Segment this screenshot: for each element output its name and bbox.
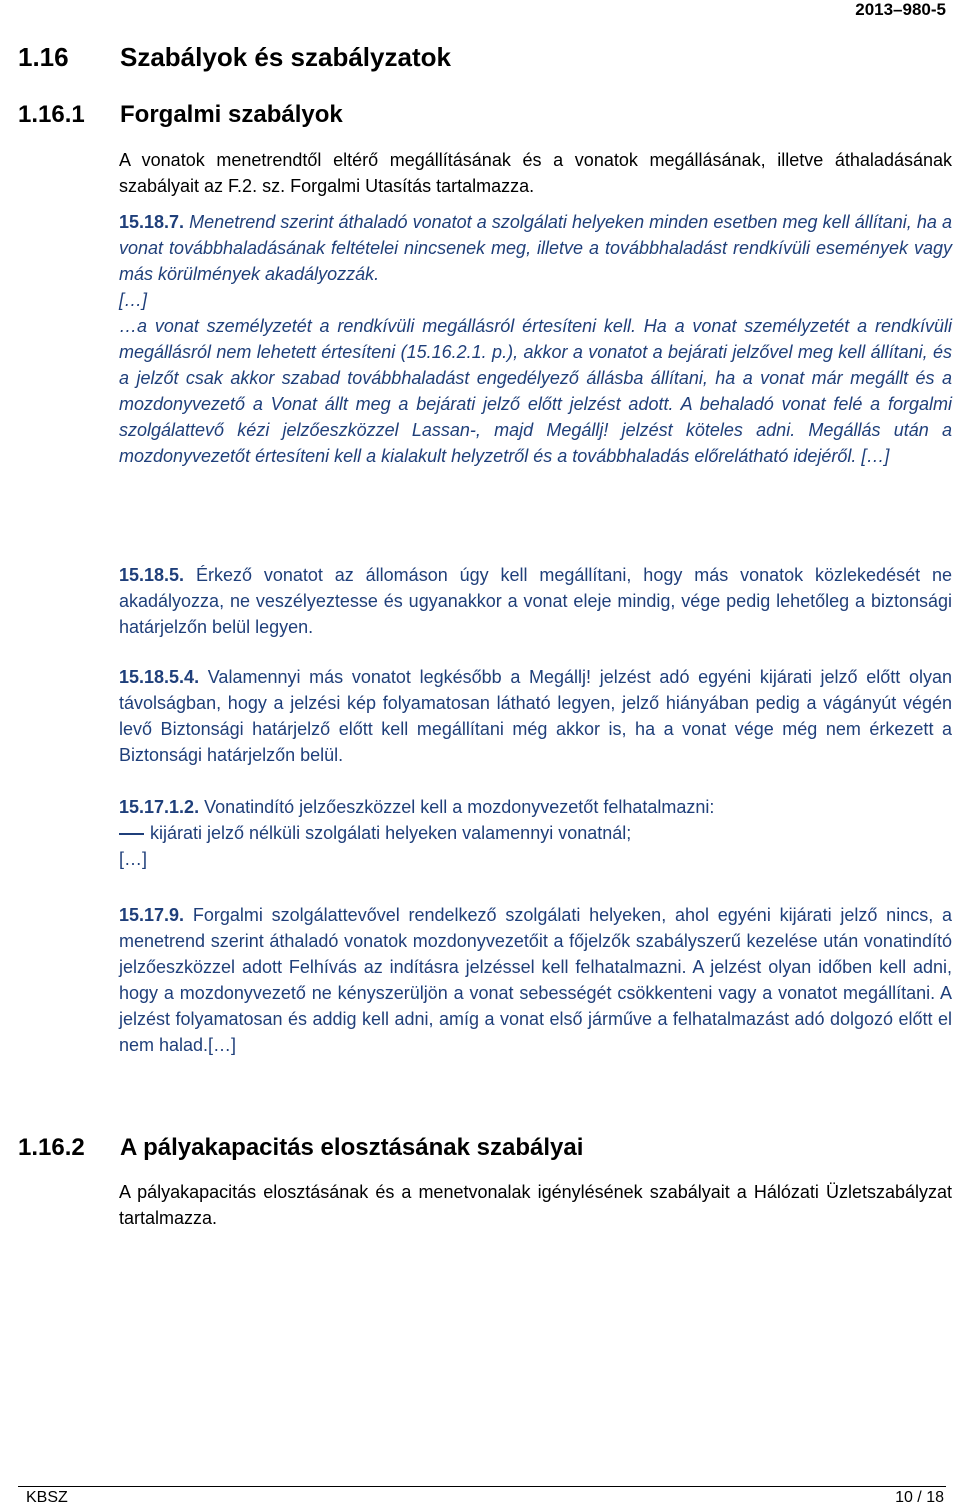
rule-15-17-1-2 (119, 794, 952, 872)
subsection-title-1: Forgalmi szabályok (120, 101, 343, 128)
ellipsis: […] (119, 849, 148, 869)
rule-text: Érkező vonatot az állomáson úgy kell megállítani, hogy más vonatok közlekedését ne akadályozza, ne veszélyeztesse és ugyanakkor a vonat eleje mindig, vége pedig lehetőleg a biztonsági határjelzőn belül legyen. (119, 565, 952, 637)
rule-text: Menetrend szerint áthaladó vonatot a szolgálati helyeken minden esetben meg kell állítani, ha a vonat továbbhaladásának feltételei nincsenek meg, illetve a továbbhaladást rendkívüli események vagy más körülmények akadályozzák. (119, 212, 952, 284)
ellipsis: […] (119, 290, 148, 310)
subsection-number-1: 1.16.1 (18, 101, 85, 128)
subsection-title-2: A pályakapacitás elosztásának szabályai (120, 1134, 584, 1161)
rule-text: Forgalmi szolgálattevővel rendelkező szolgálati helyeken, ahol egyéni kijárati jelző nincs, a menetrend szerint áthaladó vonatok mozdonyvezetőit a főjelzők szabályszerű kezelése után vonatindító jelzőeszközzel adott Felhívás az indításra jelzéssel kell felhatalmazni. A jelzést olyan időben kell adni, hogy a mozdonyvezető ne kényszerüljön a vonat sebességét csökkenteni vagy a vonatot megállítani. A jelzést folyamatosan és addig kell adni, amíg a vonat első járműve a felhatalmazást adó dolgozó előtt el nem halad.[…] (119, 905, 952, 1055)
subsection-number-2: 1.16.2 (18, 1134, 85, 1161)
subsection-heading-2 (18, 1134, 583, 1162)
document-id: 2013–980-5 (855, 0, 946, 19)
rule-text: Vonatindító jelzőeszközzel kell a mozdonyvezetőt felhatalmazni: (204, 797, 715, 817)
section-heading (18, 42, 451, 73)
subsection-heading-1 (18, 101, 343, 129)
rule-text: Valamennyi más vonatot legkésőbb a Megállj! jelzést adó egyéni kijárati jelző előtt olyan távolságban, hogy a jelzési kép folyamatosan látható legyen, jelző hiányában pedig a vágányút végén levő Biztonsági határjelző előtt kell megállítani még akkor is, ha a vonat vége még nem érkezett a Biztonsági határjelzőn belül. (119, 667, 952, 765)
dash-bullet-icon (119, 833, 144, 835)
footer-organization: KBSZ (26, 1489, 68, 1506)
rule-number: 15.17.9. (119, 905, 185, 925)
rule-number: 15.18.7. (119, 212, 185, 232)
rule-15-18-7 (119, 209, 952, 469)
rule-15-17-9 (119, 902, 952, 1058)
rule-number: 15.17.1.2. (119, 797, 200, 817)
capacity-paragraph: A pályakapacitás elosztásának és a menetvonalak igénylésének szabályait a Hálózati Üzletszabályzat tartalmazza. (119, 1182, 952, 1228)
rule-number: 15.18.5.4. (119, 667, 200, 687)
rule-number: 15.18.5. (119, 565, 185, 585)
page-number: 10 / 18 (895, 1489, 944, 1506)
rule-15-18-5-4 (119, 664, 952, 768)
footer-divider (18, 1486, 946, 1487)
section-title: Szabályok és szabályzatok (120, 42, 451, 72)
rule-15-18-5 (119, 562, 952, 640)
list-item: kijárati jelző nélküli szolgálati helyeken valamennyi vonatnál; (119, 820, 952, 846)
section-number: 1.16 (18, 42, 69, 72)
intro-paragraph: A vonatok menetrendtől eltérő megállításának és a vonatok megállásának, illetve áthaladásának szabályait az F.2. sz. Forgalmi Utasítás tartalmazza. (119, 150, 952, 196)
rule-continuation: …a vonat személyzetét a rendkívüli megállásról értesíteni kell. Ha a vonat személyzetét a rendkívüli megállásról nem lehetett értesíteni (15.16.2.1. p.), akkor a vonatot a bejárati jelzővel meg kell állítani, és a jelzőt csak akkor szabad továbbhaladást engedélyező állásba állítani, ha a vonat már megállt és a mozdonyvezető a Vonat állt meg a bejárati jelző előtt jelzést adott. A behaladó vonat felé a forgalmi szolgálattevő kézi jelzőeszközzel Lassan-, majd Megállj! jelzést köteles adni. Megállás után a mozdonyvezetőt értesíteni kell a kialakult helyzetről és a továbbhaladás előrelátható idejéről. […] (119, 316, 952, 466)
